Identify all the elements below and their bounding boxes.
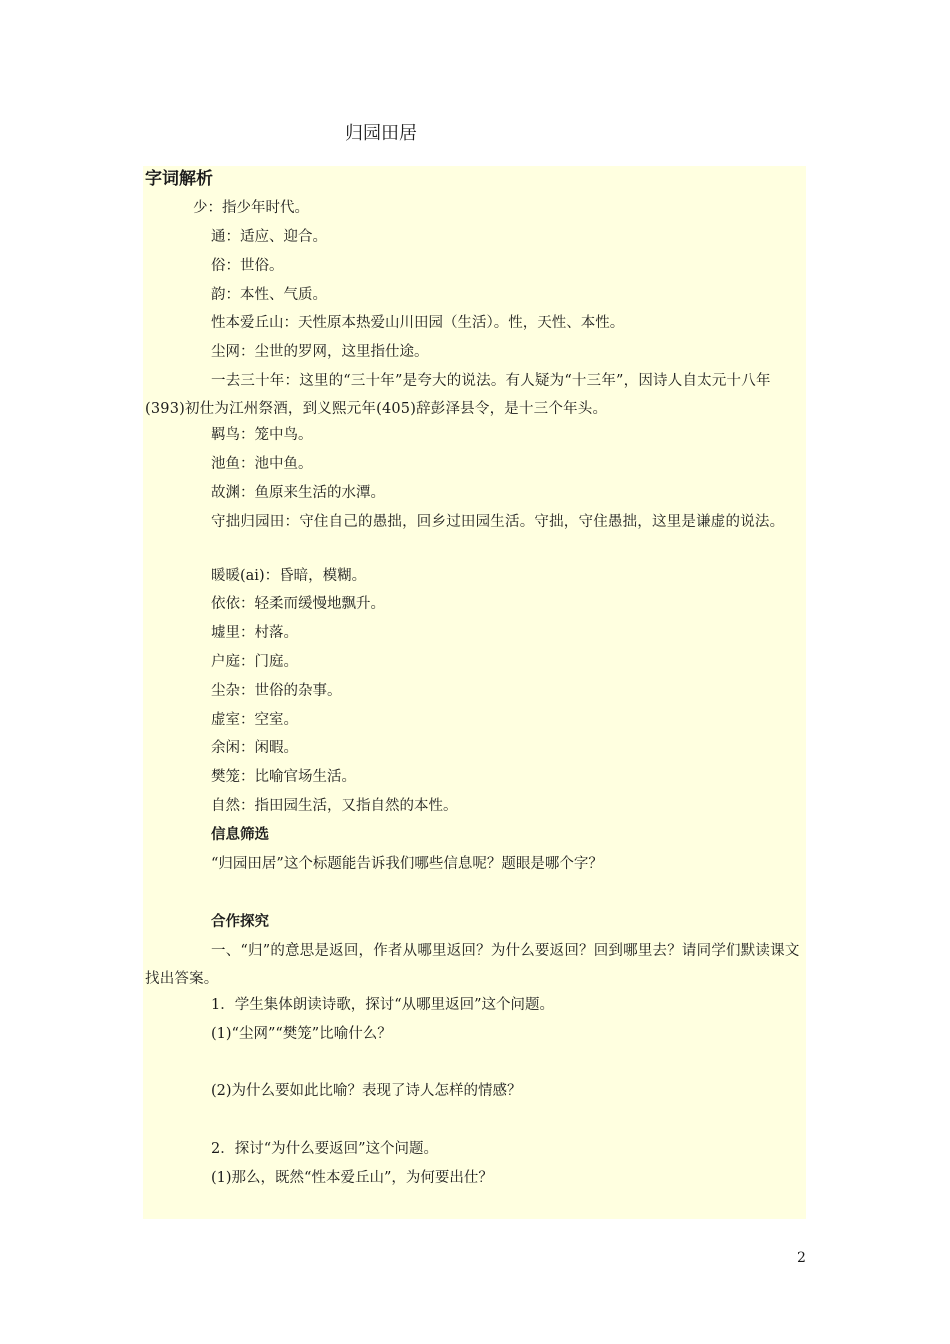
- vocab-item: 余闲：闲暇。: [211, 740, 298, 756]
- vocab-item: 虚室：空室。: [211, 712, 298, 728]
- vocab-item-long: 守拙归园田：守住自己的愚拙，回乡过田园生活。守拙，守住愚拙，这里是谦虚的说法。: [211, 514, 785, 530]
- vocab-item: 故渊：鱼原来生活的水潭。: [211, 485, 385, 501]
- vocab-item: 暖暖(ai)：昏暗，模糊。: [211, 568, 367, 584]
- vocab-item: 性本爱丘山：天性原本热爱山川田园（生活）。性，天性、本性。: [211, 315, 625, 331]
- explore-question: 2．探讨“为什么要返回”这个问题。: [211, 1141, 439, 1157]
- vocab-item: 尘网：尘世的罗网，这里指仕途。: [211, 344, 429, 360]
- vocab-item: 韵：本性、气质。: [211, 287, 327, 303]
- vocab-item: 自然：指田园生活，又指自然的本性。: [211, 798, 458, 814]
- vocab-item: 池鱼：池中鱼。: [211, 456, 313, 472]
- section-heading-vocabulary: 字词解析: [145, 169, 213, 189]
- explore-subquestion: (1)“尘网”“樊笼”比喻什么？: [211, 1026, 392, 1042]
- page-number: 2: [797, 1250, 806, 1266]
- vocab-item: 墟里：村落。: [211, 625, 298, 641]
- vocab-item: 依依：轻柔而缓慢地飘升。: [211, 596, 385, 612]
- vocab-item: 羁鸟：笼中鸟。: [211, 427, 313, 443]
- info-question: “归园田居”这个标题能告诉我们哪些信息呢？题眼是哪个字？: [211, 856, 603, 872]
- explore-question: 1．学生集体朗读诗歌，探讨“从哪里返回”这个问题。: [211, 997, 555, 1013]
- explore-subquestion: (1)那么，既然“性本爱丘山”，为何要出仕？: [211, 1170, 493, 1186]
- vocab-item: 通：适应、迎合。: [211, 229, 327, 245]
- vocab-item: 俗：世俗。: [211, 258, 284, 274]
- explore-subquestion: (2)为什么要如此比喻？表现了诗人怎样的情感？: [211, 1083, 522, 1099]
- vocab-item: 户庭：门庭。: [211, 654, 298, 670]
- vocab-item-long: 一去三十年：这里的“三十年”是夸大的说法。有人疑为“十三年”，因诗人自太元十八年(393)初仕为江州祭酒，到义熙元年(405)辞彭泽县令，是十三个年头。: [145, 373, 771, 417]
- vocab-item: 尘杂：世俗的杂事。: [211, 683, 342, 699]
- vocab-item: 樊笼：比喻官场生活。: [211, 769, 356, 785]
- section-heading-info: 信息筛选: [211, 827, 269, 843]
- document-title: 归园田居: [345, 123, 417, 144]
- vocab-item: 少：指少年时代。: [193, 200, 309, 216]
- explore-intro: 一、“归”的意思是返回，作者从哪里返回？为什么要返回？回到哪里去？请同学们默读课文找出答案。: [145, 943, 800, 987]
- section-heading-explore: 合作探究: [211, 914, 269, 930]
